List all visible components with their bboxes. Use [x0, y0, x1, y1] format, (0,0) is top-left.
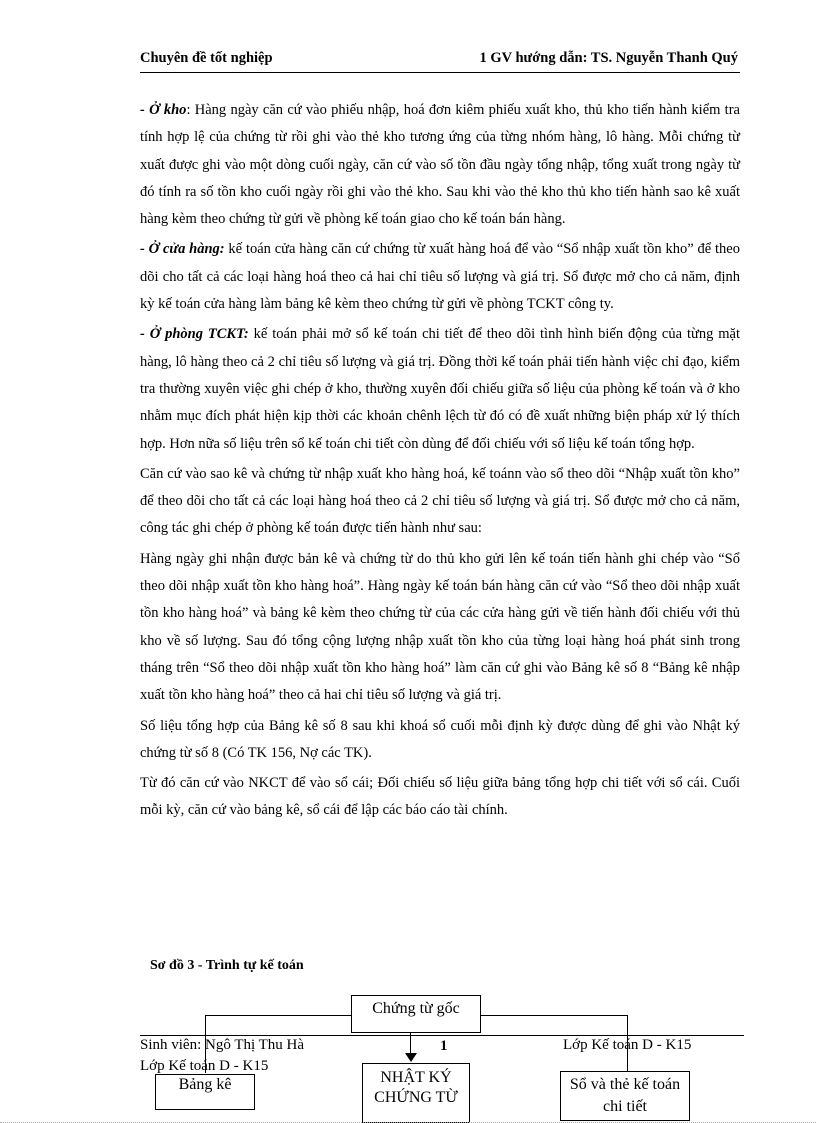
connector-line — [205, 1015, 351, 1016]
paragraph: - Ở kho: Hàng ngày căn cứ vào phiếu nhập, hoá đơn kiêm phiếu xuất kho, thủ kho tiến hành kiểm tra tính hợp lệ của chứng từ rồi ghi vào thẻ kho tương ứng của từng nhóm hàng, lô hàng. Mỗi chứng từ xuất được ghi vào một dòng cuối ngày, căn cứ vào số tồn đầu ngày tổng nhập, tổng xuất trong ngày từ đó tính ra số tồn kho cuối ngày rồi ghi vào thẻ kho. Sau khi vào thẻ kho thủ kho tiến hành sao kê xuất hàng kèm theo chứng từ gửi về phòng kế toán giao cho kế toán bán hàng. — [140, 102, 740, 228]
paragraph: Từ đó căn cứ vào NKCT để vào sổ cái; Đối chiếu số liệu giữa bảng tổng hợp chi tiết với sổ cái. Cuối mỗi kỳ, căn cứ vào bảng kê, sổ cái để lập các báo cáo tài chính. — [140, 775, 740, 819]
paragraph: - Ở cửa hàng: kế toán cửa hàng căn cứ chứng từ xuất hàng hoá để vào “Sổ nhập xuất tồn kho” để theo dõi cho tất cả các loại hàng hoá theo cả hai chỉ tiêu số lượng và giá trị. Sổ được mở cho cả năm, định kỳ kế toán cửa hàng làm bảng kê kèm theo chứng từ gửi về phòng TCKT công ty. — [140, 241, 740, 313]
box-detail-ledgers: Sổ và thẻ kế toán chi tiết — [560, 1071, 690, 1121]
box-source-documents: Chứng từ gốc — [351, 995, 481, 1033]
page-header — [140, 48, 740, 73]
paragraph: Hàng ngày ghi nhận được bản kê và chứng từ do thủ kho gửi lên kế toán tiến hành ghi chép vào “Sổ theo dõi nhập xuất tồn kho hàng hoá”. Hàng ngày kế toán bán hàng căn cứ vào “Sổ theo dõi nhập xuất tồn kho hàng hoá” và bảng kê kèm theo chứng từ của các cửa hàng gửi về tiến hành đối chiếu với thủ kho về số lượng. Sau đó tổng cộng lượng nhập xuất tồn kho của từng loại hàng hoá phát sinh trong tháng trên “Sổ theo dõi nhập xuất tồn kho hàng hoá” làm căn cứ ghi vào Bảng kê số 8 “Bảng kê nhập xuất tồn kho hàng hoá” theo cả hai chỉ tiêu số lượng và giá trị. — [140, 550, 740, 704]
footer-class-right: Lớp Kế toán D - K15 — [563, 1037, 692, 1053]
footer-page-number: 1 — [440, 1038, 448, 1054]
connector-line — [480, 1015, 628, 1016]
header-right: 1 GV hướng dẫn: TS. Nguyễn Thanh Quý — [479, 50, 738, 66]
footer-class-left: Lớp Kế toán D - K15 — [140, 1058, 269, 1074]
box-journal: NHẬT KÝ CHỨNG TỪ — [362, 1063, 470, 1123]
paragraph: Căn cứ vào sao kê và chứng từ nhập xuất kho hàng hoá, kế toánn vào sổ theo dõi “Nhập xuất tồn kho” để theo dõi cho tất cả các loại hàng hoá theo cả 2 chỉ tiêu số lượng và giá trị. Sổ được mở cho cả năm, công tác ghi chép ở phòng kế toán được tiến hành như sau: — [140, 465, 740, 537]
paragraph: - Ở phòng TCKT: kế toán phải mở sổ kế toán chi tiết để theo dõi tình hình biến động của từng mặt hàng, lô hàng theo cả 2 chỉ tiêu số lượng và giá trị. Đồng thời kế toán phải tiến hành việc chỉ đạo, kiểm tra thường xuyên việc ghi chép ở kho, thường xuyên đối chiếu giữa số liệu của phòng kế toán và ở kho nhằm mục đích phát hiện kịp thời các khoản chênh lệch từ đó có đề xuất những biện pháp xử lý thích hợp. Hơn nữa số liệu trên sổ kế toán chi tiết còn dùng để đối chiếu với số liệu kế toán tổng hợp. — [140, 326, 740, 452]
body-text — [140, 97, 740, 825]
footer-student: Sinh viên: Ngô Thị Thu Hà — [140, 1037, 305, 1053]
paragraph: Số liệu tổng hợp của Bảng kê số 8 sau khi khoá sổ cuối mỗi định kỳ được dùng để ghi vào Nhật ký chứng từ số 8 (Có TK 156, Nợ các TK). — [140, 717, 740, 761]
header-left: Chuyên đề tốt nghiệp — [140, 50, 273, 66]
footer-rule — [140, 1035, 744, 1036]
box-list: Bảng kê — [155, 1074, 255, 1110]
arrow-down-icon — [405, 1053, 417, 1062]
diagram-title: Sơ đồ 3 - Trình tự kế toán — [150, 958, 304, 973]
